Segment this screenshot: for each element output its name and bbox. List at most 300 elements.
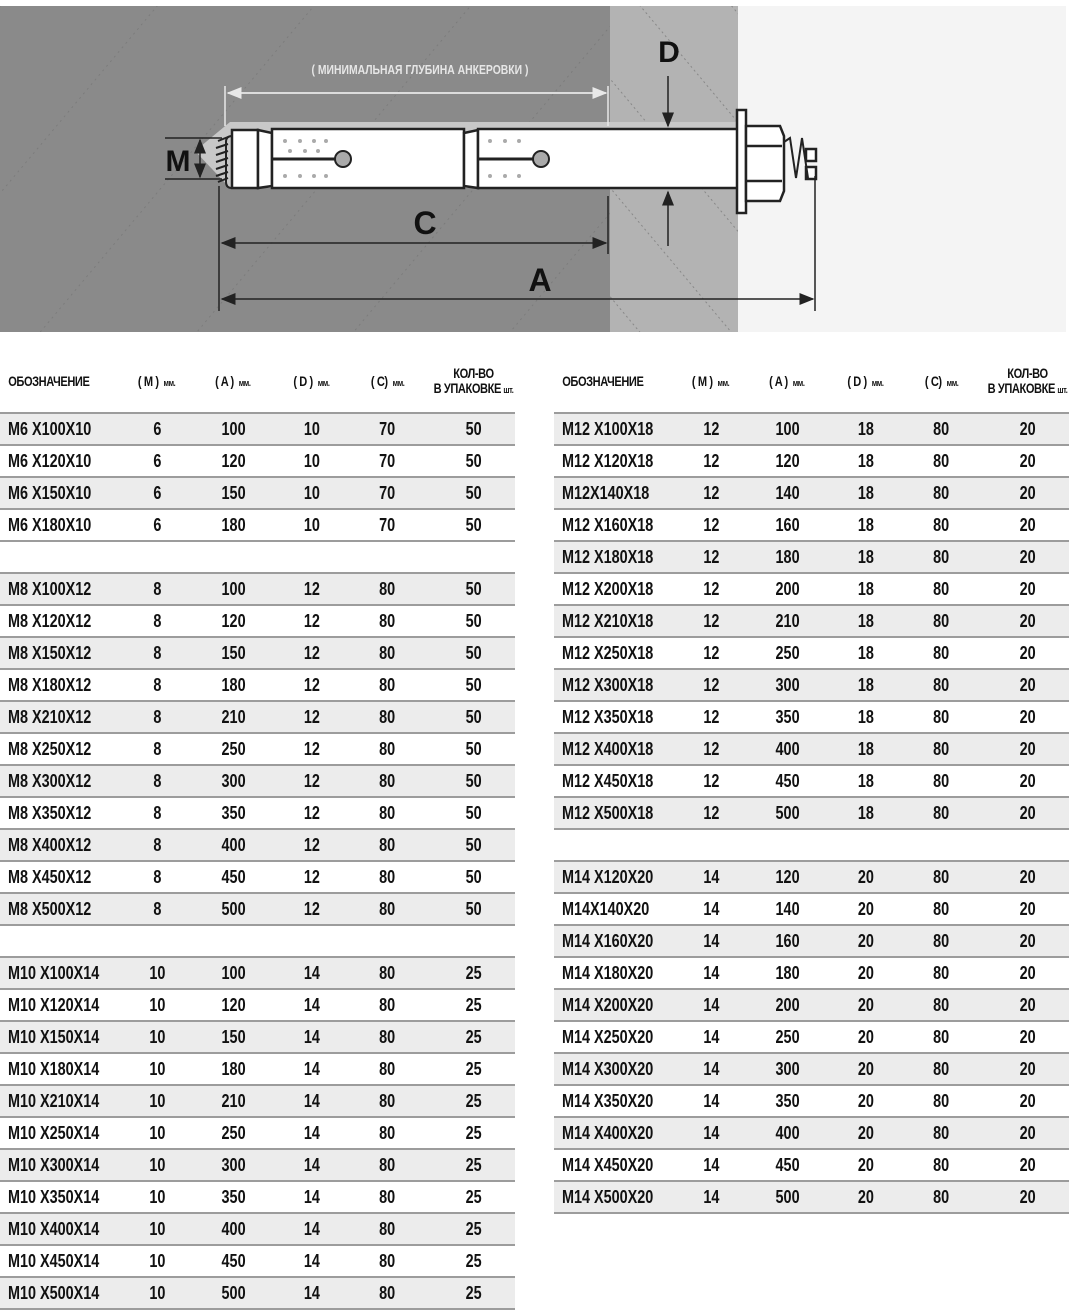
cell-qty: 25 [465,1058,482,1079]
cell-d: 12 [303,898,320,919]
cell-a: 180 [221,674,246,695]
cell-a: 250 [775,642,800,663]
cell-designation: M10 X150X14 [8,1026,100,1047]
cell-d: 20 [857,1154,874,1175]
cell-c: 80 [933,930,950,951]
cell-c: 80 [933,1186,950,1207]
cell-designation: M10 X350X14 [8,1186,100,1207]
cell-c: 80 [933,994,950,1015]
table-row [0,510,515,542]
cell-designation: M10 X450X14 [8,1250,100,1271]
cell-designation: M12 X210X18 [562,610,654,631]
cell-m: 8 [153,674,162,695]
cell-designation: M8 X450X12 [8,866,92,887]
cell-d: 18 [857,546,874,567]
cell-qty: 50 [465,674,482,695]
cell-c: 70 [379,450,396,471]
cell-d: 20 [857,1090,874,1111]
cell-m: 12 [703,674,720,695]
cell-m: 10 [149,1218,166,1239]
cell-d: 12 [303,866,320,887]
cell-m: 8 [153,834,162,855]
background [738,6,1066,332]
cell-qty: 20 [1019,1186,1036,1207]
table-row [554,1022,1069,1054]
cell-qty: 20 [1019,578,1036,599]
table-row [554,1150,1069,1182]
cell-c: 80 [933,1058,950,1079]
table-row [554,894,1069,926]
cell-d: 14 [303,1250,320,1271]
table-row [554,734,1069,766]
cell-d: 18 [857,642,874,663]
table-row [0,958,515,990]
cell-a: 350 [221,802,246,823]
cell-a: 450 [221,866,246,887]
cell-qty: 50 [465,770,482,791]
cell-designation: M12 X120X18 [562,450,654,471]
cell-d: 20 [857,1026,874,1047]
cell-qty: 20 [1019,898,1036,919]
cell-d: 12 [303,578,320,599]
table-row [0,862,515,894]
cell-designation: M10 X500X14 [8,1282,100,1303]
table-row [0,1246,515,1278]
cell-designation: M12 X100X18 [562,418,654,439]
cell-qty: 20 [1019,546,1036,567]
cell-d: 10 [303,514,320,535]
cell-d: 18 [857,482,874,503]
cell-designation: M8 X300X12 [8,770,92,791]
cell-designation: M8 X250X12 [8,738,92,759]
cell-m: 14 [703,866,720,887]
table-row [0,1118,515,1150]
cell-m: 12 [703,770,720,791]
cell-a: 450 [775,1154,800,1175]
cell-m: 10 [149,994,166,1015]
cell-d: 18 [857,578,874,599]
table-row [0,412,515,446]
cell-m: 10 [149,1154,166,1175]
cell-a: 140 [775,482,800,503]
cell-qty: 50 [465,706,482,727]
table-row [554,638,1069,670]
group-spacer [554,830,1069,862]
group-spacer [0,542,515,574]
cell-a: 350 [775,1090,800,1111]
table-row [554,606,1069,638]
cell-a: 300 [221,1154,246,1175]
cell-m: 12 [703,706,720,727]
cell-qty: 20 [1019,674,1036,695]
cell-designation: M12 X450X18 [562,770,654,791]
cell-designation: M6 X100X10 [8,418,92,439]
cell-d: 10 [303,450,320,471]
cell-a: 120 [221,450,246,471]
cell-d: 14 [303,1282,320,1303]
cell-c: 80 [379,898,396,919]
cell-a: 120 [775,866,800,887]
cell-c: 80 [933,1122,950,1143]
cell-m: 12 [703,450,720,471]
cell-m: 14 [703,994,720,1015]
header-d: ( D ) мм. [293,373,330,389]
cell-m: 6 [153,450,162,471]
table-row [0,1022,515,1054]
cell-designation: M8 X500X12 [8,898,92,919]
header-c: ( C) мм. [924,373,959,389]
header-c: ( C) мм. [370,373,405,389]
cell-d: 18 [857,610,874,631]
cell-qty: 20 [1019,1090,1036,1111]
table-row [554,766,1069,798]
cell-c: 80 [379,1122,396,1143]
cell-m: 6 [153,482,162,503]
cell-m: 12 [703,418,720,439]
cell-designation: M10 X180X14 [8,1058,100,1079]
cell-a: 180 [775,962,800,983]
cell-qty: 25 [465,994,482,1015]
cell-a: 450 [775,770,800,791]
cell-designation: M14 X350X20 [562,1090,654,1111]
cell-c: 80 [379,770,396,791]
cell-a: 210 [775,610,800,631]
cell-d: 14 [303,994,320,1015]
cell-c: 80 [933,514,950,535]
cell-a: 300 [775,1058,800,1079]
cell-c: 80 [933,578,950,599]
cell-a: 400 [221,834,246,855]
cell-designation: M12 X400X18 [562,738,654,759]
cell-c: 80 [379,706,396,727]
cell-designation: M14 X180X20 [562,962,654,983]
cell-c: 80 [379,674,396,695]
cell-a: 250 [221,1122,246,1143]
cell-designation: M14 X200X20 [562,994,654,1015]
cell-d: 14 [303,1058,320,1079]
cell-m: 10 [149,1186,166,1207]
cell-d: 14 [303,1090,320,1111]
cell-m: 10 [149,962,166,983]
cell-c: 80 [933,770,950,791]
header-qty: КОЛ-ВО В УПАКОВКЕ шт. [987,366,1068,396]
table-row [0,798,515,830]
cell-d: 20 [857,1122,874,1143]
cell-qty: 20 [1019,930,1036,951]
cell-qty: 25 [465,1218,482,1239]
cell-m: 8 [153,866,162,887]
cell-m: 14 [703,962,720,983]
group-spacer [0,926,515,958]
cell-c: 70 [379,514,396,535]
cell-m: 10 [149,1090,166,1111]
cell-c: 70 [379,418,396,439]
cell-designation: M8 X120X12 [8,610,92,631]
cell-m: 14 [703,1122,720,1143]
cell-designation: M14 X160X20 [562,930,654,951]
cell-d: 18 [857,738,874,759]
cell-qty: 20 [1019,994,1036,1015]
cell-designation: M14 X120X20 [562,866,654,887]
table-row [0,734,515,766]
cell-c: 80 [933,738,950,759]
cell-qty: 25 [465,1154,482,1175]
table-row [0,1150,515,1182]
table-row [0,606,515,638]
header-a: ( A ) мм. [215,373,251,389]
table-row [554,958,1069,990]
cell-qty: 20 [1019,1154,1036,1175]
cell-m: 12 [703,802,720,823]
table-row [0,670,515,702]
label-c: C [413,205,437,241]
cell-a: 400 [775,738,800,759]
cell-a: 250 [775,1026,800,1047]
header-d: ( D ) мм. [847,373,884,389]
header-a: ( A ) мм. [769,373,805,389]
cell-designation: M10 X100X14 [8,962,100,983]
cell-qty: 50 [465,450,482,471]
cell-m: 6 [153,418,162,439]
cell-d: 14 [303,1186,320,1207]
cell-designation: M14 X450X20 [562,1154,654,1175]
min-depth-caption: ( МИНИМАЛЬНАЯ ГЛУБИНА АНКЕРОВКИ ) [311,62,529,78]
cell-a: 300 [221,770,246,791]
cell-designation: M6 X180X10 [8,514,92,535]
cell-c: 80 [379,578,396,599]
cell-m: 8 [153,706,162,727]
cell-c: 80 [379,1090,396,1111]
cell-designation: M14 X500X20 [562,1186,654,1207]
cell-qty: 25 [465,1122,482,1143]
cell-qty: 25 [465,1186,482,1207]
cell-qty: 25 [465,1090,482,1111]
cell-qty: 25 [465,1026,482,1047]
table-row [0,1182,515,1214]
cell-designation: M14 X300X20 [562,1058,654,1079]
cell-d: 20 [857,1058,874,1079]
cell-d: 10 [303,482,320,503]
cell-c: 80 [933,1090,950,1111]
table-row [0,830,515,862]
cell-qty: 20 [1019,866,1036,887]
cell-d: 12 [303,802,320,823]
cell-a: 120 [221,610,246,631]
table-header [554,350,1069,412]
cell-a: 200 [775,578,800,599]
cell-a: 100 [221,418,246,439]
cell-c: 80 [379,1250,396,1271]
cell-qty: 50 [465,834,482,855]
cell-m: 12 [703,738,720,759]
cell-qty: 50 [465,610,482,631]
cell-designation: M12 X200X18 [562,578,654,599]
cell-qty: 25 [465,1250,482,1271]
cell-m: 14 [703,1186,720,1207]
cell-qty: 20 [1019,450,1036,471]
cell-designation: M10 X250X14 [8,1122,100,1143]
cell-a: 210 [221,706,246,727]
cell-c: 80 [933,706,950,727]
label-a: A [528,262,552,298]
cell-a: 180 [221,1058,246,1079]
cell-a: 500 [775,802,800,823]
cell-a: 200 [775,994,800,1015]
cell-qty: 50 [465,482,482,503]
cell-d: 18 [857,418,874,439]
table-row [554,510,1069,542]
cell-a: 150 [221,1026,246,1047]
table-row [0,1278,515,1310]
label-d: D [658,36,680,69]
cell-designation: M8 X400X12 [8,834,92,855]
cell-a: 100 [775,418,800,439]
cell-designation: M10 X210X14 [8,1090,100,1111]
cell-qty: 50 [465,898,482,919]
cell-c: 80 [379,610,396,631]
cell-m: 12 [703,610,720,631]
cell-a: 100 [221,578,246,599]
cell-designation: M14X140X20 [562,898,650,919]
cell-m: 10 [149,1250,166,1271]
spec-table-right [554,350,1069,1214]
cell-qty: 50 [465,642,482,663]
cell-qty: 50 [465,738,482,759]
cell-d: 18 [857,706,874,727]
cell-c: 80 [379,1218,396,1239]
cell-d: 20 [857,962,874,983]
cell-c: 80 [933,546,950,567]
cell-c: 80 [379,1186,396,1207]
table-row [0,638,515,670]
cell-m: 14 [703,1026,720,1047]
cell-m: 14 [703,1154,720,1175]
anchor-diagram [0,6,1066,332]
cell-m: 14 [703,1090,720,1111]
cell-c: 80 [933,866,950,887]
cell-qty: 25 [465,962,482,983]
cell-qty: 50 [465,418,482,439]
cell-a: 180 [221,514,246,535]
cell-c: 80 [933,1026,950,1047]
cell-m: 12 [703,482,720,503]
table-row [0,766,515,798]
cell-d: 20 [857,898,874,919]
table-row [554,542,1069,574]
cell-c: 80 [379,994,396,1015]
cell-qty: 50 [465,802,482,823]
cell-a: 120 [775,450,800,471]
cell-a: 100 [221,962,246,983]
table-row [554,670,1069,702]
cell-c: 80 [933,898,950,919]
cell-c: 80 [933,418,950,439]
cell-qty: 50 [465,866,482,887]
cell-a: 500 [221,898,246,919]
cell-m: 8 [153,738,162,759]
cell-m: 12 [703,578,720,599]
cell-designation: M10 X400X14 [8,1218,100,1239]
cell-c: 80 [379,962,396,983]
cell-c: 80 [933,802,950,823]
cell-a: 140 [775,898,800,919]
cell-a: 500 [775,1186,800,1207]
cell-d: 12 [303,610,320,631]
cell-d: 14 [303,1154,320,1175]
cell-d: 14 [303,962,320,983]
cell-d: 10 [303,418,320,439]
cell-designation: M14 X400X20 [562,1122,654,1143]
label-m: M [165,145,191,178]
cell-c: 80 [379,866,396,887]
cell-qty: 20 [1019,514,1036,535]
table-row [0,1054,515,1086]
cell-c: 80 [933,642,950,663]
cell-designation: M12 X180X18 [562,546,654,567]
table-row [0,990,515,1022]
table-row [554,862,1069,894]
cell-a: 350 [221,1186,246,1207]
cell-qty: 20 [1019,642,1036,663]
table-row [0,574,515,606]
cell-d: 14 [303,1218,320,1239]
cell-c: 80 [379,802,396,823]
cell-d: 12 [303,642,320,663]
table-row [554,1182,1069,1214]
spec-table-left [0,350,515,1310]
cell-m: 12 [703,642,720,663]
table-row [554,1054,1069,1086]
cell-designation: M12 X160X18 [562,514,654,535]
cell-m: 8 [153,642,162,663]
cell-d: 12 [303,738,320,759]
cell-a: 120 [221,994,246,1015]
cell-m: 12 [703,514,720,535]
cell-m: 8 [153,802,162,823]
cell-m: 14 [703,898,720,919]
cell-a: 400 [221,1218,246,1239]
cell-d: 18 [857,514,874,535]
cell-designation: M12 X500X18 [562,802,654,823]
cell-m: 8 [153,610,162,631]
cell-c: 80 [933,674,950,695]
cell-d: 20 [857,866,874,887]
cell-d: 12 [303,770,320,791]
table-row [554,990,1069,1022]
cell-c: 80 [933,962,950,983]
cell-m: 14 [703,930,720,951]
cell-c: 80 [379,1026,396,1047]
table-row [0,1086,515,1118]
cell-c: 80 [379,1282,396,1303]
cell-qty: 20 [1019,706,1036,727]
table-row [554,798,1069,830]
cell-a: 160 [775,930,800,951]
cell-designation: M8 X100X12 [8,578,92,599]
header-designation: ОБОЗНАЧЕНИЕ [562,373,644,389]
cell-qty: 20 [1019,738,1036,759]
cell-c: 80 [379,642,396,663]
cell-designation: M8 X150X12 [8,642,92,663]
cell-designation: M14 X250X20 [562,1026,654,1047]
cell-a: 500 [221,1282,246,1303]
cell-m: 10 [149,1282,166,1303]
cell-designation: M12 X350X18 [562,706,654,727]
cell-m: 10 [149,1058,166,1079]
cell-d: 12 [303,834,320,855]
cell-a: 400 [775,1122,800,1143]
cell-qty: 25 [465,1282,482,1303]
